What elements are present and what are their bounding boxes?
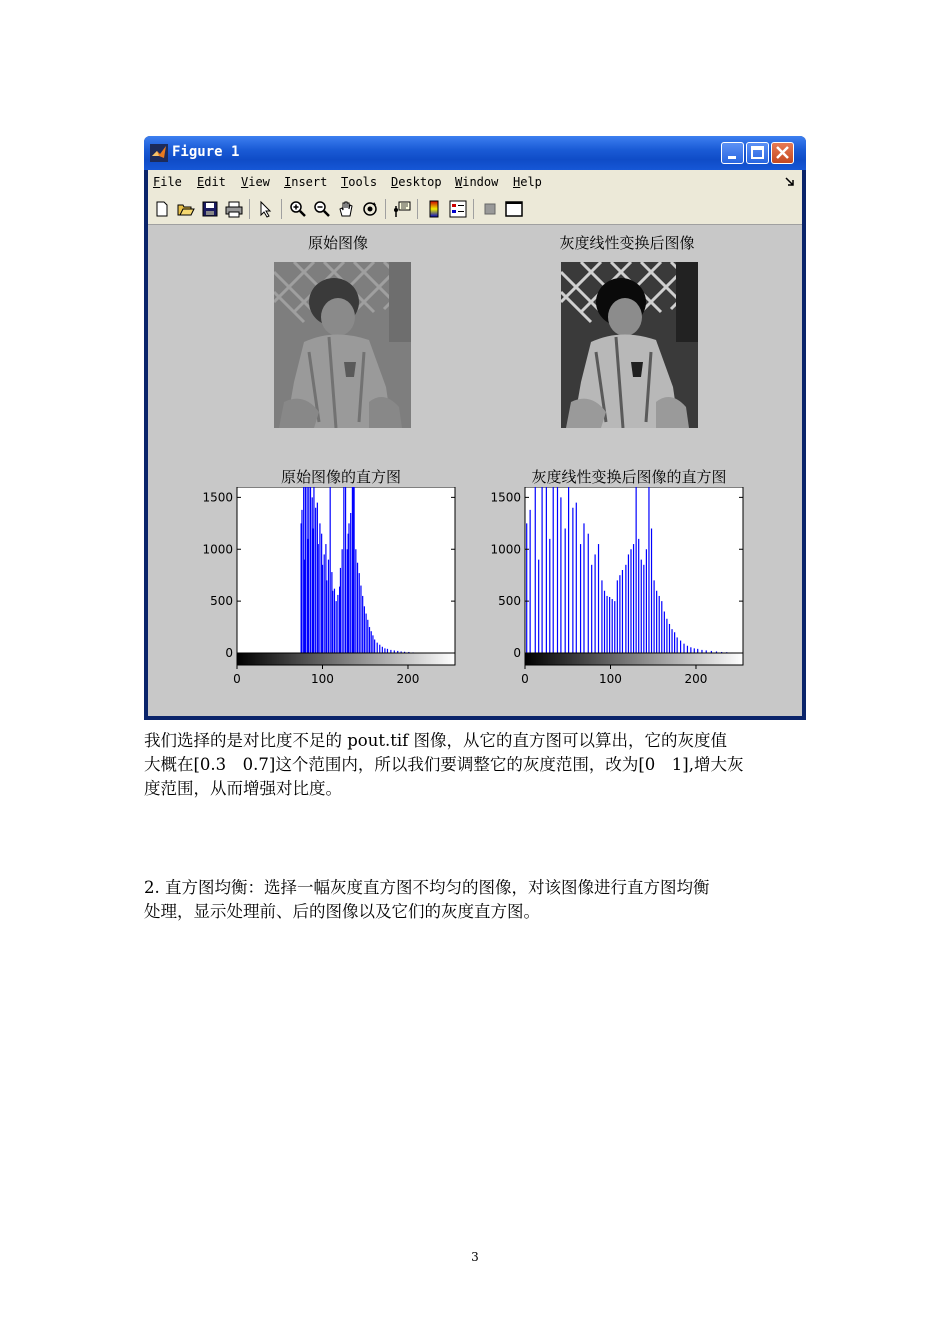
x-tick-label: 100: [599, 672, 622, 686]
paragraph-1-line-2: 大概在[0.3 0.7]这个范围内，所以我们要调整它的灰度范围，改为[0 1],增大灰: [144, 755, 744, 774]
rotate-3d-icon[interactable]: [361, 200, 379, 218]
y-tick-label: 0: [513, 646, 521, 660]
toolbar-separator: [473, 199, 474, 219]
toolbar-separator: [417, 199, 418, 219]
paragraph-2: [144, 876, 808, 924]
page-number: 3: [471, 1250, 479, 1264]
x-tick-label: 200: [684, 672, 708, 686]
x-tick-label: 100: [311, 672, 334, 686]
paragraph-2-line-2: 处理，显示处理前、后的图像以及它们的灰度直方图。: [144, 902, 540, 921]
show-plot-tools-icon[interactable]: [505, 200, 523, 218]
minimize-button[interactable]: [721, 142, 744, 164]
paragraph-1-line-1: 我们选择的是对比度不足的 pout.tif 图像，从它的直方图可以算出，它的灰度值: [144, 731, 728, 750]
y-tick-label: 500: [210, 594, 233, 609]
window-title: Figure 1: [172, 144, 240, 160]
hide-plot-tools-icon[interactable]: [481, 200, 499, 218]
paragraph-1: [144, 729, 808, 801]
figure-window: [144, 136, 806, 720]
menu-desktop[interactable]: Desktop: [391, 175, 442, 189]
menu-edit[interactable]: Edit: [197, 175, 226, 189]
original-image: [274, 262, 411, 428]
y-tick-label: 1500: [490, 490, 521, 505]
maximize-button[interactable]: [746, 142, 769, 164]
subplot-title-original-image: 原始图像: [307, 234, 369, 252]
close-button[interactable]: [771, 142, 794, 164]
menu-tools[interactable]: Tools: [341, 175, 378, 189]
edit-plot-arrow-icon[interactable]: [257, 200, 275, 218]
pan-hand-icon[interactable]: [337, 200, 355, 218]
figure-client-area: [148, 170, 802, 716]
minimize-icon: [722, 143, 743, 163]
y-tick-label: 500: [498, 594, 521, 609]
figure-toolbar: [148, 194, 802, 225]
new-figure-icon[interactable]: [153, 200, 171, 218]
y-tick-label: 1000: [490, 542, 521, 557]
data-cursor-icon[interactable]: [393, 200, 411, 218]
y-tick-label: 1000: [202, 542, 233, 557]
zoom-out-icon[interactable]: [313, 200, 331, 218]
legend-icon[interactable]: [449, 200, 467, 218]
zoom-in-icon[interactable]: [289, 200, 307, 218]
menu-insert[interactable]: Insert: [284, 175, 328, 189]
subplot-title-transformed-image: 灰度线性变换后图像: [559, 234, 695, 252]
grayscale-colorbar: [525, 653, 743, 665]
hist1-title: 原始图像的直方图: [280, 468, 402, 486]
hist2-title: 灰度线性变换后图像的直方图: [531, 468, 727, 486]
maximize-icon: [747, 143, 768, 163]
paragraph-1-line-3: 度范围，从而增强对比度。: [144, 779, 342, 798]
toolbar-separator: [281, 199, 282, 219]
save-icon[interactable]: [201, 200, 219, 218]
paragraph-2-line-1: 2. 直方图均衡：选择一幅灰度直方图不均匀的图像，对该图像进行直方图均衡: [144, 878, 710, 897]
histogram-original: [188, 487, 458, 687]
print-icon[interactable]: [225, 200, 243, 218]
figure-plot-area: [148, 225, 802, 716]
menu-view[interactable]: View: [241, 175, 270, 189]
transformed-image: [561, 262, 698, 428]
menu-bar: [148, 170, 802, 194]
x-tick-label: 0: [521, 672, 529, 686]
menu-help[interactable]: Help: [513, 175, 542, 189]
open-file-icon[interactable]: [177, 200, 195, 218]
matlab-logo-icon: [150, 144, 168, 162]
dock-arrow-icon[interactable]: [784, 176, 796, 188]
menu-window[interactable]: Window: [455, 175, 499, 189]
x-tick-label: 200: [396, 672, 420, 686]
y-tick-label: 0: [225, 646, 233, 660]
colorbar-icon[interactable]: [425, 200, 443, 218]
close-icon: [772, 143, 793, 163]
menu-file[interactable]: File: [153, 175, 182, 189]
y-tick-label: 1500: [202, 490, 233, 505]
grayscale-colorbar: [237, 653, 455, 665]
x-tick-label: 0: [233, 672, 241, 686]
toolbar-separator: [385, 199, 386, 219]
toolbar-separator: [249, 199, 250, 219]
title-bar[interactable]: [144, 136, 806, 170]
histogram-transformed: [476, 487, 746, 687]
